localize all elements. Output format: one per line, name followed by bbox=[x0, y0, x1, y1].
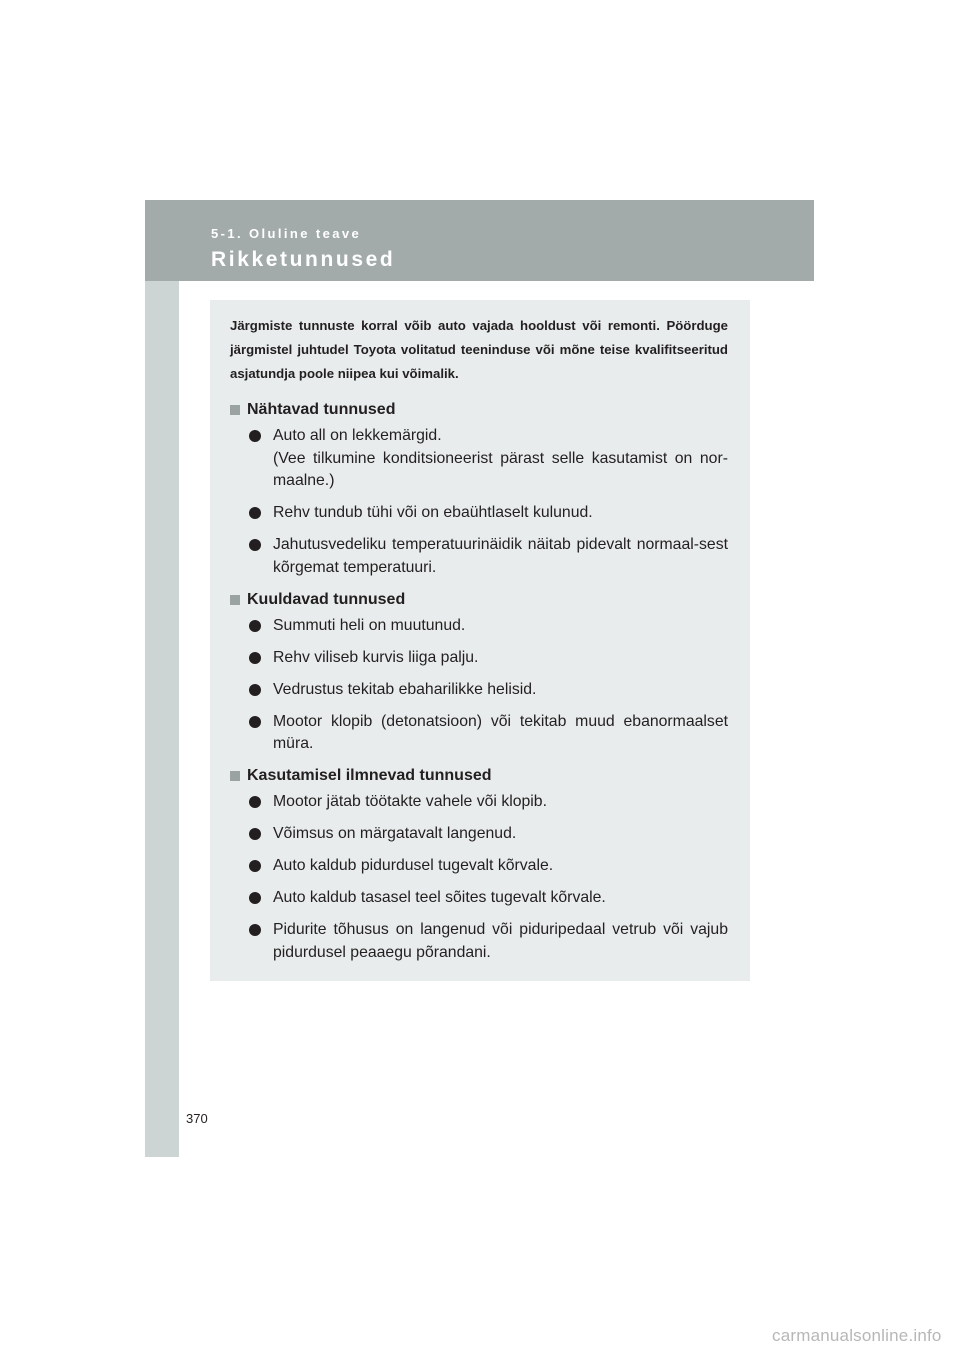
group-audible-signs bbox=[230, 589, 728, 756]
square-bullet-icon bbox=[230, 405, 240, 415]
group-operational-signs bbox=[230, 765, 728, 964]
list-item-text: Rehv viliseb kurvis liiga palju. bbox=[273, 648, 479, 666]
list-item bbox=[249, 887, 728, 910]
bullet-icon bbox=[249, 652, 261, 664]
bullet-icon bbox=[249, 860, 261, 872]
group-title bbox=[230, 399, 728, 421]
list-item-text: Auto kaldub tasasel teel sõites tugevalt kõrvale. bbox=[273, 889, 606, 906]
list-item bbox=[249, 823, 728, 846]
list-item-text: Rehv tundub tühi või on ebaühtlaselt kulunud. bbox=[273, 504, 593, 521]
list-item bbox=[249, 615, 728, 638]
group-visible-signs bbox=[230, 399, 728, 579]
list-item-text: Võimsus on märgatavalt langenud. bbox=[273, 825, 517, 842]
list-item bbox=[249, 679, 728, 702]
bullet-icon bbox=[249, 507, 261, 519]
bullet-icon bbox=[249, 430, 261, 442]
group-title bbox=[230, 765, 728, 787]
square-bullet-icon bbox=[230, 595, 240, 605]
square-bullet-icon bbox=[230, 771, 240, 781]
list-item-text: Auto kaldub pidurdusel tugevalt kõrvale. bbox=[273, 857, 554, 874]
group-title bbox=[230, 589, 728, 611]
watermark: carmanualsonline.info bbox=[772, 1326, 942, 1345]
page-number: 370 bbox=[186, 1111, 208, 1126]
page-title: Rikketunnused bbox=[211, 248, 396, 271]
list-item-text: Pidurite tõhusus on langenud või piduripedaal vetrub või vajub pidurdusel peaaegu põrandani. bbox=[273, 921, 728, 961]
list-item bbox=[249, 534, 728, 579]
list-item bbox=[249, 502, 728, 525]
list-item-text: Mootor jätab töötakte vahele või klopib. bbox=[273, 793, 547, 810]
header-band bbox=[145, 200, 814, 281]
bullet-icon bbox=[249, 539, 261, 551]
group-title-text: Kasutamisel ilmnevad tunnused bbox=[247, 767, 492, 784]
section-label: 5-1. Oluline teave bbox=[211, 226, 362, 241]
bullet-icon bbox=[249, 716, 261, 728]
bullet-icon bbox=[249, 828, 261, 840]
bullet-icon bbox=[249, 924, 261, 936]
group-title-text: Nähtavad tunnused bbox=[247, 401, 396, 418]
list-item-text: Summuti heli on muutunud. bbox=[273, 616, 466, 634]
list-item bbox=[249, 425, 728, 493]
list-item bbox=[249, 647, 728, 670]
list-item-text: Vedrustus tekitab ebaharilikke helisid. bbox=[273, 680, 537, 698]
intro-paragraph: Järgmiste tunnuste korral võib auto vajada hooldust või remonti. Pöörduge järgmistel juhtudel Toyota volitatud teeninduse või mõne teise kvalifitseeritud asjatundja poole niipea kui võimalik. bbox=[230, 318, 728, 381]
group-title-text: Kuuldavad tunnused bbox=[247, 590, 406, 608]
list-item-note: (Vee tilkumine konditsioneerist pärast selle kasutamist on nor-maalne.) bbox=[273, 449, 728, 489]
side-strip bbox=[145, 200, 179, 1157]
bullet-icon bbox=[249, 892, 261, 904]
list-item bbox=[249, 855, 728, 878]
content-box bbox=[210, 300, 750, 981]
bullet-icon bbox=[249, 684, 261, 696]
list-item bbox=[249, 919, 728, 964]
bullet-icon bbox=[249, 620, 261, 632]
list-item bbox=[249, 791, 728, 814]
list-item-text: Mootor klopib (detonatsioon) või tekitab muud ebanormaalset müra. bbox=[273, 712, 728, 752]
list-item-text: Auto all on lekkemärgid. bbox=[273, 427, 442, 444]
list-item-text: Jahutusvedeliku temperatuurinäidik näitab pidevalt normaal-sest kõrgemat temperatuuri. bbox=[273, 536, 728, 576]
list-item bbox=[249, 711, 728, 756]
bullet-icon bbox=[249, 796, 261, 808]
